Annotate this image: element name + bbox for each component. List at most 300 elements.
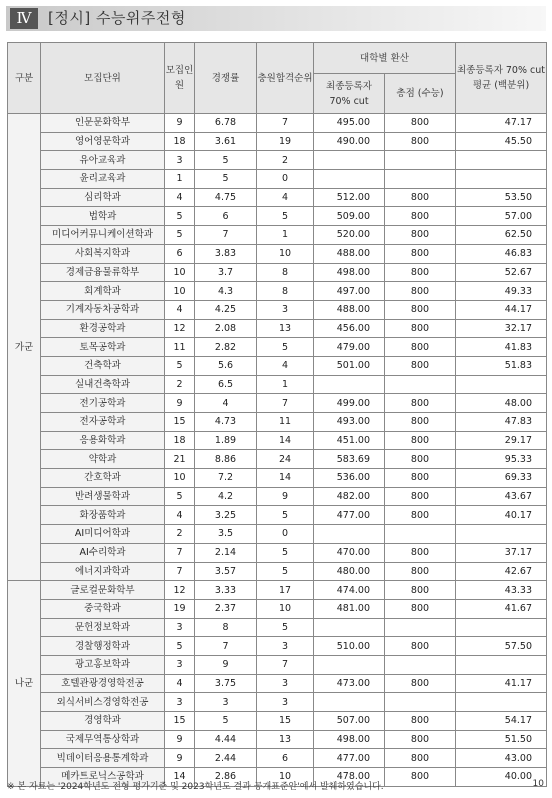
rate-cell: 5 xyxy=(195,170,257,189)
rank-cell: 2 xyxy=(257,151,314,170)
table-row xyxy=(8,319,547,338)
table-row xyxy=(8,506,547,525)
cut-cell: 507.00 xyxy=(314,712,385,731)
rank-cell: 13 xyxy=(257,730,314,749)
rate-cell: 4.25 xyxy=(195,300,257,319)
cut-cell: 497.00 xyxy=(314,282,385,301)
table-row xyxy=(8,356,547,375)
table-row xyxy=(8,375,547,394)
table-row xyxy=(8,618,547,637)
quota-cell: 2 xyxy=(165,525,195,544)
avg-cell: 42.67 xyxy=(456,562,547,581)
total-cell xyxy=(385,618,456,637)
table-row xyxy=(8,581,547,600)
cut-cell: 478.00 xyxy=(314,768,385,787)
quota-cell: 4 xyxy=(165,506,195,525)
quota-cell: 7 xyxy=(165,543,195,562)
table-row xyxy=(8,413,547,432)
quota-cell: 9 xyxy=(165,114,195,133)
cut-cell: 583.69 xyxy=(314,450,385,469)
cut-cell xyxy=(314,618,385,637)
dept-cell: 인문문화학부 xyxy=(41,114,165,133)
avg-cell: 43.00 xyxy=(456,749,547,768)
quota-cell: 15 xyxy=(165,413,195,432)
dept-cell: 환경공학과 xyxy=(41,319,165,338)
total-cell: 800 xyxy=(385,394,456,413)
rate-cell: 8 xyxy=(195,618,257,637)
avg-cell: 53.50 xyxy=(456,188,547,207)
table-row xyxy=(8,263,547,282)
rate-cell: 2.14 xyxy=(195,543,257,562)
table-row xyxy=(8,188,547,207)
avg-cell: 40.17 xyxy=(456,506,547,525)
dept-cell: 간호학과 xyxy=(41,469,165,488)
rank-cell: 1 xyxy=(257,226,314,245)
rank-cell: 8 xyxy=(257,263,314,282)
avg-cell: 45.50 xyxy=(456,132,547,151)
quota-cell: 10 xyxy=(165,263,195,282)
quota-cell: 9 xyxy=(165,730,195,749)
cut-cell: 520.00 xyxy=(314,226,385,245)
rank-cell: 24 xyxy=(257,450,314,469)
rank-cell: 14 xyxy=(257,431,314,450)
dept-cell: AI미디어학과 xyxy=(41,525,165,544)
dept-cell: 사회복지학과 xyxy=(41,244,165,263)
total-cell: 800 xyxy=(385,581,456,600)
avg-cell: 54.17 xyxy=(456,712,547,731)
total-cell xyxy=(385,375,456,394)
avg-cell: 29.17 xyxy=(456,431,547,450)
quota-cell: 15 xyxy=(165,712,195,731)
avg-cell: 95.33 xyxy=(456,450,547,469)
cut-cell: 456.00 xyxy=(314,319,385,338)
dept-cell: 토목공학과 xyxy=(41,338,165,357)
dept-cell: 경영학과 xyxy=(41,712,165,731)
table-row xyxy=(8,300,547,319)
quota-cell: 5 xyxy=(165,487,195,506)
rank-cell: 5 xyxy=(257,543,314,562)
cut-cell: 495.00 xyxy=(314,114,385,133)
cut-cell: 490.00 xyxy=(314,132,385,151)
rate-cell: 4 xyxy=(195,394,257,413)
table-row xyxy=(8,674,547,693)
rank-cell: 7 xyxy=(257,655,314,674)
dept-cell: 응용화학과 xyxy=(41,431,165,450)
rate-cell: 2.86 xyxy=(195,768,257,787)
cut-cell: 510.00 xyxy=(314,637,385,656)
group-cell: 가군 xyxy=(8,114,41,581)
avg-cell: 43.67 xyxy=(456,487,547,506)
quota-cell: 12 xyxy=(165,319,195,338)
table-row xyxy=(8,338,547,357)
section-number: Ⅳ xyxy=(10,8,38,29)
total-cell: 800 xyxy=(385,712,456,731)
table-row xyxy=(8,114,547,133)
header-conversion: 대학별 환산 xyxy=(314,43,456,74)
total-cell: 800 xyxy=(385,282,456,301)
cut-cell: 477.00 xyxy=(314,749,385,768)
cut-cell: 480.00 xyxy=(314,562,385,581)
quota-cell: 10 xyxy=(165,469,195,488)
rate-cell: 4.3 xyxy=(195,282,257,301)
rate-cell: 6 xyxy=(195,207,257,226)
cut-cell: 509.00 xyxy=(314,207,385,226)
avg-cell: 69.33 xyxy=(456,469,547,488)
table-row xyxy=(8,693,547,712)
total-cell: 800 xyxy=(385,319,456,338)
cut-cell xyxy=(314,170,385,189)
header-conv-total: 총점 (수능) xyxy=(385,74,456,114)
dept-cell: 미디어커뮤니케이션학과 xyxy=(41,226,165,245)
total-cell: 800 xyxy=(385,431,456,450)
rank-cell: 5 xyxy=(257,562,314,581)
header-dept: 모집단위 xyxy=(41,43,165,114)
rank-cell: 5 xyxy=(257,506,314,525)
rank-cell: 5 xyxy=(257,618,314,637)
rate-cell: 4.2 xyxy=(195,487,257,506)
cut-cell: 488.00 xyxy=(314,300,385,319)
rate-cell: 3.57 xyxy=(195,562,257,581)
avg-cell xyxy=(456,170,547,189)
avg-cell: 57.00 xyxy=(456,207,547,226)
quota-cell: 3 xyxy=(165,618,195,637)
total-cell: 800 xyxy=(385,562,456,581)
total-cell: 800 xyxy=(385,114,456,133)
avg-cell: 41.83 xyxy=(456,338,547,357)
section-title: [정시] 수능위주전형 xyxy=(48,9,186,27)
quota-cell: 18 xyxy=(165,132,195,151)
rate-cell: 6.5 xyxy=(195,375,257,394)
rank-cell: 5 xyxy=(257,338,314,357)
total-cell: 800 xyxy=(385,413,456,432)
total-cell: 800 xyxy=(385,132,456,151)
header-rate: 경쟁률 xyxy=(195,43,257,114)
dept-cell: 기계자동차공학과 xyxy=(41,300,165,319)
rate-cell: 3.61 xyxy=(195,132,257,151)
rank-cell: 8 xyxy=(257,282,314,301)
total-cell: 800 xyxy=(385,263,456,282)
quota-cell: 1 xyxy=(165,170,195,189)
quota-cell: 5 xyxy=(165,207,195,226)
total-cell: 800 xyxy=(385,543,456,562)
avg-cell: 41.17 xyxy=(456,674,547,693)
table-row xyxy=(8,730,547,749)
avg-cell: 44.17 xyxy=(456,300,547,319)
dept-cell: 중국학과 xyxy=(41,599,165,618)
total-cell xyxy=(385,170,456,189)
rate-cell: 8.86 xyxy=(195,450,257,469)
table-row xyxy=(8,207,547,226)
quota-cell: 7 xyxy=(165,562,195,581)
rate-cell: 6.78 xyxy=(195,114,257,133)
total-cell: 800 xyxy=(385,749,456,768)
rate-cell: 2.82 xyxy=(195,338,257,357)
rank-cell: 4 xyxy=(257,356,314,375)
rate-cell: 3.33 xyxy=(195,581,257,600)
rank-cell: 5 xyxy=(257,207,314,226)
avg-cell xyxy=(456,655,547,674)
rank-cell: 4 xyxy=(257,188,314,207)
dept-cell: 외식서비스경영학전공 xyxy=(41,693,165,712)
avg-cell: 47.83 xyxy=(456,413,547,432)
table-row xyxy=(8,469,547,488)
cut-cell xyxy=(314,375,385,394)
rate-cell: 3 xyxy=(195,693,257,712)
dept-cell: 건축학과 xyxy=(41,356,165,375)
table-row xyxy=(8,637,547,656)
rate-cell: 1.89 xyxy=(195,431,257,450)
table-row xyxy=(8,525,547,544)
total-cell: 800 xyxy=(385,188,456,207)
avg-cell: 47.17 xyxy=(456,114,547,133)
rank-cell: 13 xyxy=(257,319,314,338)
rank-cell: 9 xyxy=(257,487,314,506)
avg-cell: 43.33 xyxy=(456,581,547,600)
quota-cell: 9 xyxy=(165,394,195,413)
rank-cell: 7 xyxy=(257,114,314,133)
dept-cell: 전기공학과 xyxy=(41,394,165,413)
rank-cell: 10 xyxy=(257,768,314,787)
cut-cell: 470.00 xyxy=(314,543,385,562)
cut-cell xyxy=(314,655,385,674)
rate-cell: 5 xyxy=(195,712,257,731)
quota-cell: 5 xyxy=(165,226,195,245)
rank-cell: 11 xyxy=(257,413,314,432)
dept-cell: 광고홍보학과 xyxy=(41,655,165,674)
rank-cell: 19 xyxy=(257,132,314,151)
quota-cell: 3 xyxy=(165,151,195,170)
rate-cell: 7 xyxy=(195,637,257,656)
section-header xyxy=(6,6,546,31)
rank-cell: 3 xyxy=(257,300,314,319)
cut-cell: 498.00 xyxy=(314,730,385,749)
total-cell xyxy=(385,693,456,712)
table-row xyxy=(8,170,547,189)
quota-cell: 14 xyxy=(165,768,195,787)
rate-cell: 4.73 xyxy=(195,413,257,432)
total-cell: 800 xyxy=(385,637,456,656)
quota-cell: 4 xyxy=(165,188,195,207)
cut-cell: 479.00 xyxy=(314,338,385,357)
table-row xyxy=(8,244,547,263)
dept-cell: 경찰행정학과 xyxy=(41,637,165,656)
quota-cell: 5 xyxy=(165,637,195,656)
rate-cell: 5.6 xyxy=(195,356,257,375)
dept-cell: 화장품학과 xyxy=(41,506,165,525)
avg-cell: 32.17 xyxy=(456,319,547,338)
rate-cell: 4.44 xyxy=(195,730,257,749)
avg-cell xyxy=(456,151,547,170)
quota-cell: 9 xyxy=(165,749,195,768)
cut-cell: 488.00 xyxy=(314,244,385,263)
quota-cell: 21 xyxy=(165,450,195,469)
rate-cell: 7.2 xyxy=(195,469,257,488)
dept-cell: 메카트로닉스공학과 xyxy=(41,768,165,787)
table-row xyxy=(8,749,547,768)
total-cell: 800 xyxy=(385,300,456,319)
rank-cell: 0 xyxy=(257,170,314,189)
rate-cell: 3.5 xyxy=(195,525,257,544)
total-cell: 800 xyxy=(385,487,456,506)
dept-cell: 회계학과 xyxy=(41,282,165,301)
table-row xyxy=(8,655,547,674)
cut-cell: 499.00 xyxy=(314,394,385,413)
rank-cell: 6 xyxy=(257,749,314,768)
rank-cell: 7 xyxy=(257,394,314,413)
quota-cell: 4 xyxy=(165,674,195,693)
rate-cell: 2.08 xyxy=(195,319,257,338)
group-cell: 나군 xyxy=(8,581,41,787)
rank-cell: 10 xyxy=(257,244,314,263)
avg-cell: 51.50 xyxy=(456,730,547,749)
rank-cell: 1 xyxy=(257,375,314,394)
table-row xyxy=(8,132,547,151)
quota-cell: 11 xyxy=(165,338,195,357)
rate-cell: 7 xyxy=(195,226,257,245)
dept-cell: 실내건축학과 xyxy=(41,375,165,394)
total-cell: 800 xyxy=(385,730,456,749)
cut-cell: 493.00 xyxy=(314,413,385,432)
table-row xyxy=(8,394,547,413)
cut-cell: 512.00 xyxy=(314,188,385,207)
rank-cell: 3 xyxy=(257,637,314,656)
table-row xyxy=(8,599,547,618)
quota-cell: 4 xyxy=(165,300,195,319)
quota-cell: 3 xyxy=(165,693,195,712)
dept-cell: 심리학과 xyxy=(41,188,165,207)
table-row xyxy=(8,450,547,469)
header-final-avg: 최종등록자 70% cut 평균 (백분위) xyxy=(456,43,547,114)
rank-cell: 15 xyxy=(257,712,314,731)
table-body xyxy=(8,114,547,787)
rate-cell: 9 xyxy=(195,655,257,674)
avg-cell: 57.50 xyxy=(456,637,547,656)
rank-cell: 10 xyxy=(257,599,314,618)
cut-cell: 501.00 xyxy=(314,356,385,375)
dept-cell: 법학과 xyxy=(41,207,165,226)
total-cell: 800 xyxy=(385,674,456,693)
total-cell: 800 xyxy=(385,226,456,245)
header-group: 구분 xyxy=(8,43,41,114)
footer xyxy=(7,779,546,792)
dept-cell: 글로컬문화학부 xyxy=(41,581,165,600)
avg-cell: 40.00 xyxy=(456,768,547,787)
cut-cell: 474.00 xyxy=(314,581,385,600)
quota-cell: 19 xyxy=(165,599,195,618)
cut-cell: 473.00 xyxy=(314,674,385,693)
avg-cell: 48.00 xyxy=(456,394,547,413)
total-cell xyxy=(385,655,456,674)
dept-cell: 윤리교육과 xyxy=(41,170,165,189)
avg-cell xyxy=(456,693,547,712)
dept-cell: 에너지과학과 xyxy=(41,562,165,581)
total-cell: 800 xyxy=(385,450,456,469)
cut-cell: 481.00 xyxy=(314,599,385,618)
dept-cell: 호텔관광경영학전공 xyxy=(41,674,165,693)
quota-cell: 2 xyxy=(165,375,195,394)
cut-cell xyxy=(314,151,385,170)
rate-cell: 5 xyxy=(195,151,257,170)
dept-cell: 유아교육과 xyxy=(41,151,165,170)
avg-cell: 51.83 xyxy=(456,356,547,375)
total-cell: 800 xyxy=(385,599,456,618)
rank-cell: 14 xyxy=(257,469,314,488)
rank-cell: 17 xyxy=(257,581,314,600)
table-row xyxy=(8,487,547,506)
cut-cell: 482.00 xyxy=(314,487,385,506)
avg-cell: 52.67 xyxy=(456,263,547,282)
total-cell: 800 xyxy=(385,356,456,375)
cut-cell xyxy=(314,525,385,544)
dept-cell: 국제무역통상학과 xyxy=(41,730,165,749)
table-row xyxy=(8,543,547,562)
rate-cell: 4.75 xyxy=(195,188,257,207)
rank-cell: 0 xyxy=(257,525,314,544)
cut-cell: 536.00 xyxy=(314,469,385,488)
dept-cell: 문헌정보학과 xyxy=(41,618,165,637)
table-row xyxy=(8,712,547,731)
quota-cell: 12 xyxy=(165,581,195,600)
cut-cell xyxy=(314,693,385,712)
quota-cell: 18 xyxy=(165,431,195,450)
rank-cell: 3 xyxy=(257,693,314,712)
quota-cell: 6 xyxy=(165,244,195,263)
quota-cell: 10 xyxy=(165,282,195,301)
rank-cell: 3 xyxy=(257,674,314,693)
dept-cell: AI수리학과 xyxy=(41,543,165,562)
table-row xyxy=(8,431,547,450)
total-cell: 800 xyxy=(385,244,456,263)
cut-cell: 451.00 xyxy=(314,431,385,450)
dept-cell: 경제금융물류학부 xyxy=(41,263,165,282)
dept-cell: 전자공학과 xyxy=(41,413,165,432)
avg-cell: 49.33 xyxy=(456,282,547,301)
total-cell xyxy=(385,151,456,170)
total-cell: 800 xyxy=(385,207,456,226)
admission-results-table xyxy=(7,42,547,787)
avg-cell: 62.50 xyxy=(456,226,547,245)
avg-cell xyxy=(456,525,547,544)
table-row xyxy=(8,151,547,170)
dept-cell: 약학과 xyxy=(41,450,165,469)
total-cell xyxy=(385,525,456,544)
avg-cell xyxy=(456,375,547,394)
header-quota: 모집인원 xyxy=(165,43,195,114)
page-number: 10 xyxy=(532,779,544,789)
source-note: ※ 본 자료는 '2024학년도 전형 평가기준 및 2023학년도 결과 공개표준안'에서 발췌하였습니다. xyxy=(7,782,384,792)
dept-cell: 영어영문학과 xyxy=(41,132,165,151)
cut-cell: 477.00 xyxy=(314,506,385,525)
avg-cell xyxy=(456,618,547,637)
table-row xyxy=(8,562,547,581)
avg-cell: 46.83 xyxy=(456,244,547,263)
dept-cell: 빅데이터응용통계학과 xyxy=(41,749,165,768)
total-cell: 800 xyxy=(385,506,456,525)
table-row xyxy=(8,282,547,301)
quota-cell: 5 xyxy=(165,356,195,375)
rate-cell: 3.83 xyxy=(195,244,257,263)
dept-cell: 반려생물학과 xyxy=(41,487,165,506)
total-cell: 800 xyxy=(385,469,456,488)
total-cell: 800 xyxy=(385,338,456,357)
table-row xyxy=(8,226,547,245)
cut-cell: 498.00 xyxy=(314,263,385,282)
rate-cell: 2.37 xyxy=(195,599,257,618)
rate-cell: 3.75 xyxy=(195,674,257,693)
rate-cell: 3.25 xyxy=(195,506,257,525)
header-rank: 충원합격순위 xyxy=(257,43,314,114)
rate-cell: 3.7 xyxy=(195,263,257,282)
